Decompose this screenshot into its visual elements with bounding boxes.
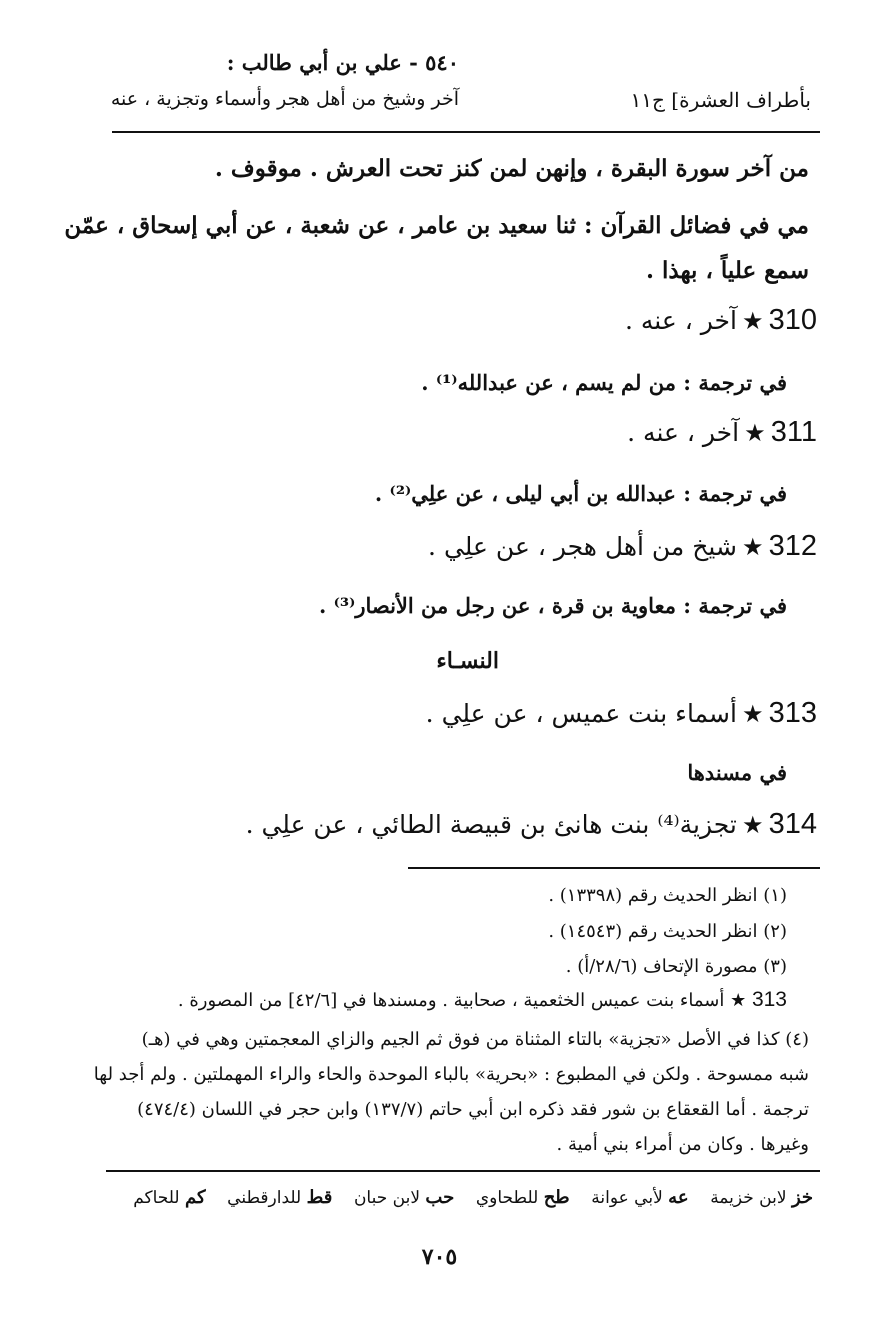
header-rule (112, 131, 820, 133)
footnote-rule (408, 867, 820, 869)
footnote: (١) انظر الحديث رقم (١٣٣٩٨) . (548, 885, 787, 906)
star-icon: ★ (742, 533, 764, 561)
footnote-4-line: (٤) كذا في الأصل «تجزية» بالتاء المثناة من فوق ثم الجيم والزاي المعجمتين وهي في (هـ) (141, 1029, 809, 1050)
abbr-item: طح للطحاوي (475, 1187, 570, 1208)
entry-text: تجزية⁽⁴⁾ بنت هانئ بن قبيصة الطائي ، عن علِي . (245, 810, 737, 839)
star-icon: ★ (742, 307, 764, 335)
entry-text: شيخ من أهل هجر ، عن علِي . (428, 532, 737, 561)
star-icon: ★ (744, 419, 766, 447)
hadith-entry (246, 808, 817, 841)
abbr-item: كم للحاكم (133, 1187, 206, 1208)
entry-number: 313 (768, 697, 817, 729)
abbr-item: خز لابن خزيمة (710, 1187, 813, 1208)
text-line: سمع علياً ، بهذا . (645, 257, 809, 284)
abbreviations-rule (106, 1170, 820, 1172)
footnote-entry-number: 313 (751, 988, 787, 1011)
text-line: من آخر سورة البقرة ، وإنهن لمن كنز تحت العرش . موقوف . (214, 155, 809, 182)
footnote: (٢) انظر الحديث رقم (١٤٥٤٣) . (548, 921, 787, 942)
entry-heading: ٥٤٠ - علي بن أبي طالب : (226, 50, 459, 75)
running-head-book: بأطراف العشرة] ج١١ (630, 88, 811, 112)
hadith-entry (428, 530, 817, 563)
hadith-entry (426, 697, 817, 730)
section-heading: النسـاء (436, 648, 499, 674)
entry-note: في مسندها (687, 760, 787, 785)
entry-number: 310 (768, 304, 817, 336)
footnote-4-line: شبه ممسوحة . ولكن في المطبوع : «بحرية» بالباء الموحدة والحاء والراء المهملتين . ولم أجد لها (93, 1064, 809, 1085)
footnote-313-text: ★ أسماء بنت عميس الخثعمية ، صحابية . ومسندها في [٤٢/٦] من المصورة . (177, 990, 747, 1011)
hadith-entry (627, 416, 817, 449)
entry-number: 311 (770, 416, 817, 448)
page-number: ٧٠٥ (421, 1244, 458, 1270)
abbreviation-key (133, 1187, 813, 1208)
footnote: (٣) مصورة الإتحاف (٢٨/٦/أ) . (565, 956, 787, 977)
text-line: مي في فضائل القرآن : ثنا سعيد بن عامر ، عن شعبة ، عن أبي إسحاق ، عمّن (64, 212, 809, 239)
entry-text: آخر ، عنه . (624, 306, 737, 335)
star-icon: ★ (742, 700, 764, 728)
hadith-entry (625, 304, 817, 337)
entry-text: أسماء بنت عميس ، عن علِي . (425, 699, 737, 728)
entry-note: في ترجمة : معاوية بن قرة ، عن رجل من الأنصار⁽³⁾ . (318, 593, 787, 618)
abbr-item: عه لأبي عوانة (591, 1187, 689, 1208)
entry-number: 314 (768, 808, 817, 840)
entry-note: في ترجمة : عبدالله بن أبي ليلى ، عن علِي⁽²⁾ . (374, 481, 787, 506)
footnote-313 (178, 988, 787, 1012)
running-head-subtitle: آخر وشيخ من أهل هجر وأسماء وتجزية ، عنه (110, 88, 459, 110)
entry-note: في ترجمة : من لم يسم ، عن عبدالله⁽¹⁾ . (421, 370, 787, 395)
footnote-4-line: وغيرها . وكان من أمراء بني أمية . (556, 1134, 809, 1155)
abbr-item: قط للدارقطني (227, 1187, 333, 1208)
entry-text: آخر ، عنه . (627, 418, 740, 447)
footnote-4-line: ترجمة . أما القعقاع بن شور فقد ذكره ابن أبي حاتم (١٣٧/٧) وابن حجر في اللسان (٤٧٤/٤) (137, 1099, 809, 1120)
entry-number: 312 (768, 530, 817, 562)
abbr-item: حب لابن حبان (353, 1187, 455, 1208)
star-icon: ★ (742, 811, 764, 839)
